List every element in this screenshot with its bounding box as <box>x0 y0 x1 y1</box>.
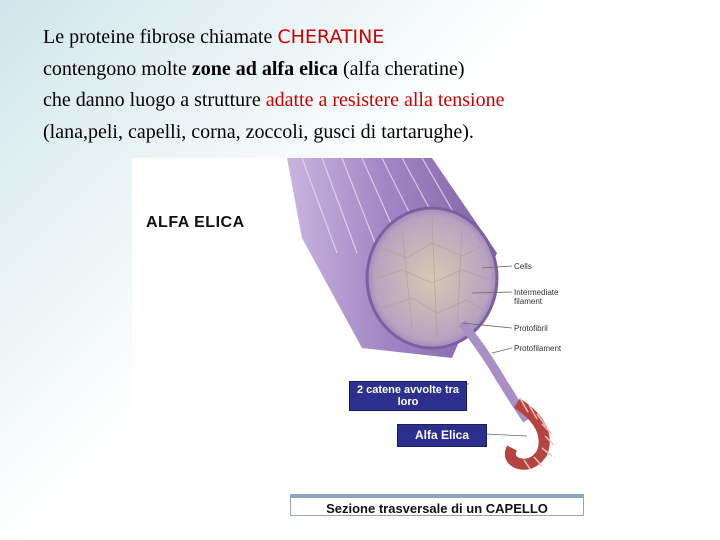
callout-intermediate-filament: Intermediate filament <box>514 288 559 306</box>
figure-title: ALFA ELICA <box>146 214 245 231</box>
text-line-4 <box>43 117 703 149</box>
text-segment: (lana,peli, capelli, corna, zoccoli, gusci di tartarughe). <box>43 120 474 143</box>
hair-structure-figure <box>132 158 634 520</box>
text-segment: contengono molte <box>43 57 192 80</box>
slide-text <box>43 22 703 148</box>
label-alfa-elica: Alfa Elica <box>397 424 487 447</box>
figure-caption: Sezione trasversale di un CAPELLO <box>290 494 584 516</box>
keyword-alfa-elica: zone ad alfa elica <box>191 57 338 80</box>
keyword-cheratine: CHERATINE <box>277 26 385 48</box>
text-line-2 <box>43 54 703 86</box>
alpha-helix-shape <box>510 398 554 469</box>
text-segment: che danno luogo a strutture <box>43 89 266 111</box>
label-two-chains: 2 catene avvolte tra loro <box>349 381 467 411</box>
text-segment: (alfa cheratine) <box>337 57 465 80</box>
hair-cross-section <box>367 208 497 348</box>
text-line-3 <box>43 85 703 117</box>
callout-cells: Cells <box>514 262 532 271</box>
callout-protofilament: Protofilament <box>514 344 562 353</box>
text-segment: Le proteine fibrose chiamate <box>43 26 278 48</box>
keyword-tensione: adatte a resistere alla tensione <box>265 89 505 111</box>
callout-protofibril: Protofibril <box>514 324 548 333</box>
hair-illustration <box>132 158 634 520</box>
text-line-1 <box>43 22 703 54</box>
